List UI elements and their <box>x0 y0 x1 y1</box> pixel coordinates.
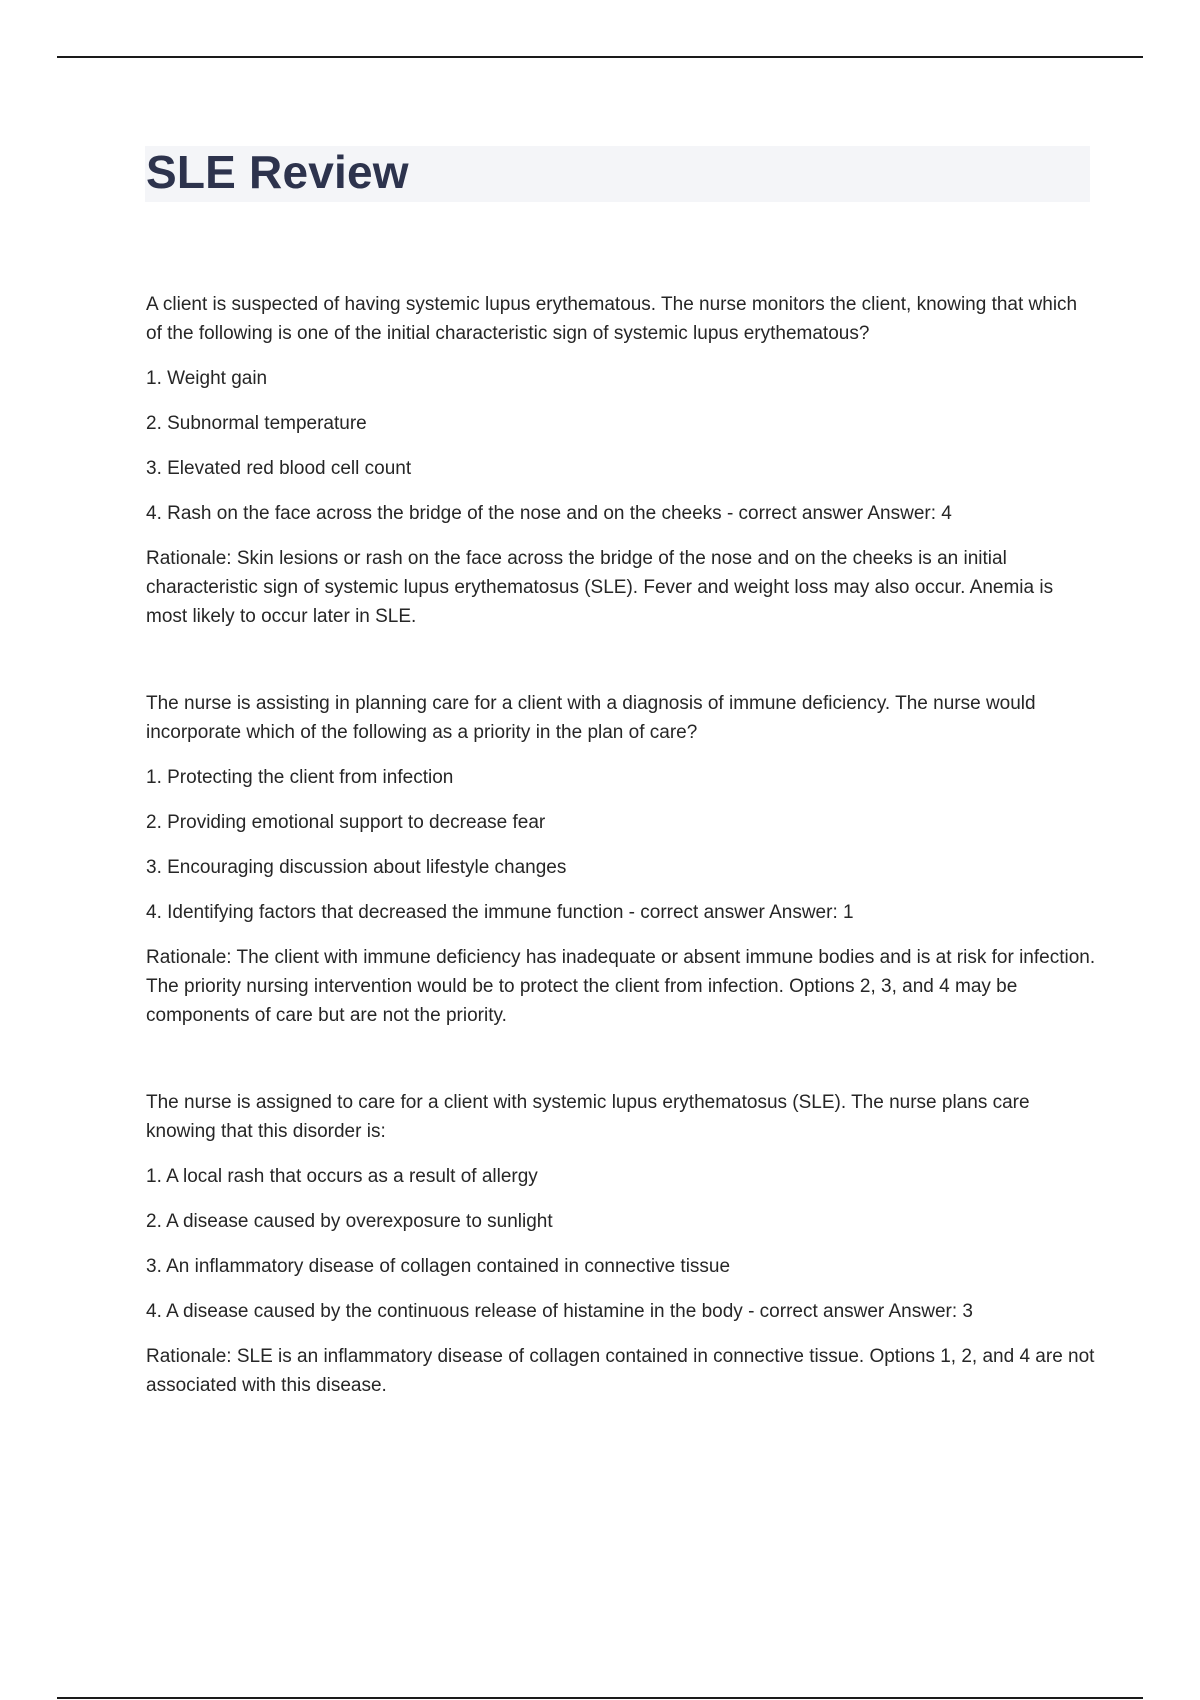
answer-option: 4. Rash on the face across the bridge of the nose and on the cheeks - correct answer Answer: 4 <box>146 503 952 524</box>
answer-option: 1. A local rash that occurs as a result of allergy <box>146 1166 538 1187</box>
question-1 <box>146 290 1096 631</box>
answer-option: 4. Identifying factors that decreased the immune function - correct answer Answer: 1 <box>146 902 854 923</box>
answer-option: 2. Providing emotional support to decrease fear <box>146 812 546 833</box>
answer-option: 3. Encouraging discussion about lifestyle changes <box>146 857 567 878</box>
question-stem: The nurse is assigned to care for a client with systemic lupus erythematosus (SLE). The nurse plans care knowing that this disorder is: <box>146 1092 1030 1142</box>
answer-option: 2. Subnormal temperature <box>146 413 367 434</box>
answer-option: 3. Elevated red blood cell count <box>146 458 412 479</box>
question-stem: The nurse is assisting in planning care for a client with a diagnosis of immune deficiency. The nurse would incorporate which of the following as a priority in the plan of care? <box>146 693 1036 743</box>
rationale-text: Rationale: Skin lesions or rash on the face across the bridge of the nose and on the cheeks is an initial characteristic sign of systemic lupus erythematosus (SLE). Fever and weight loss may also occur. Anemia is most likely to occur later in SLE. <box>146 548 1054 627</box>
rationale-text: Rationale: SLE is an inflammatory disease of collagen contained in connective tissue. Options 1, 2, and 4 are not associated with this disease. <box>146 1346 1095 1396</box>
answer-option: 3. An inflammatory disease of collagen contained in connective tissue <box>146 1256 731 1277</box>
footer-rule <box>57 1697 1143 1699</box>
question-3 <box>146 1088 1096 1400</box>
page-title: SLE Review <box>146 146 409 198</box>
answer-option: 2. A disease caused by overexposure to sunlight <box>146 1211 553 1232</box>
answer-option: 1. Protecting the client from infection <box>146 767 454 788</box>
header-rule <box>57 56 1143 58</box>
rationale-text: Rationale: The client with immune deficiency has inadequate or absent immune bodies and is at risk for infection. The priority nursing intervention would be to protect the client from infection. Options 2, 3, and 4 may be components of care but are not the priority. <box>146 947 1096 1026</box>
answer-option: 4. A disease caused by the continuous release of histamine in the body - correct answer Answer: 3 <box>146 1301 973 1322</box>
document-body <box>146 290 1096 1400</box>
question-2 <box>146 689 1096 1030</box>
question-stem: A client is suspected of having systemic lupus erythematous. The nurse monitors the client, knowing that which of the following is one of the initial characteristic sign of systemic lupus erythematous? <box>146 294 1078 344</box>
answer-option: 1. Weight gain <box>146 368 268 389</box>
